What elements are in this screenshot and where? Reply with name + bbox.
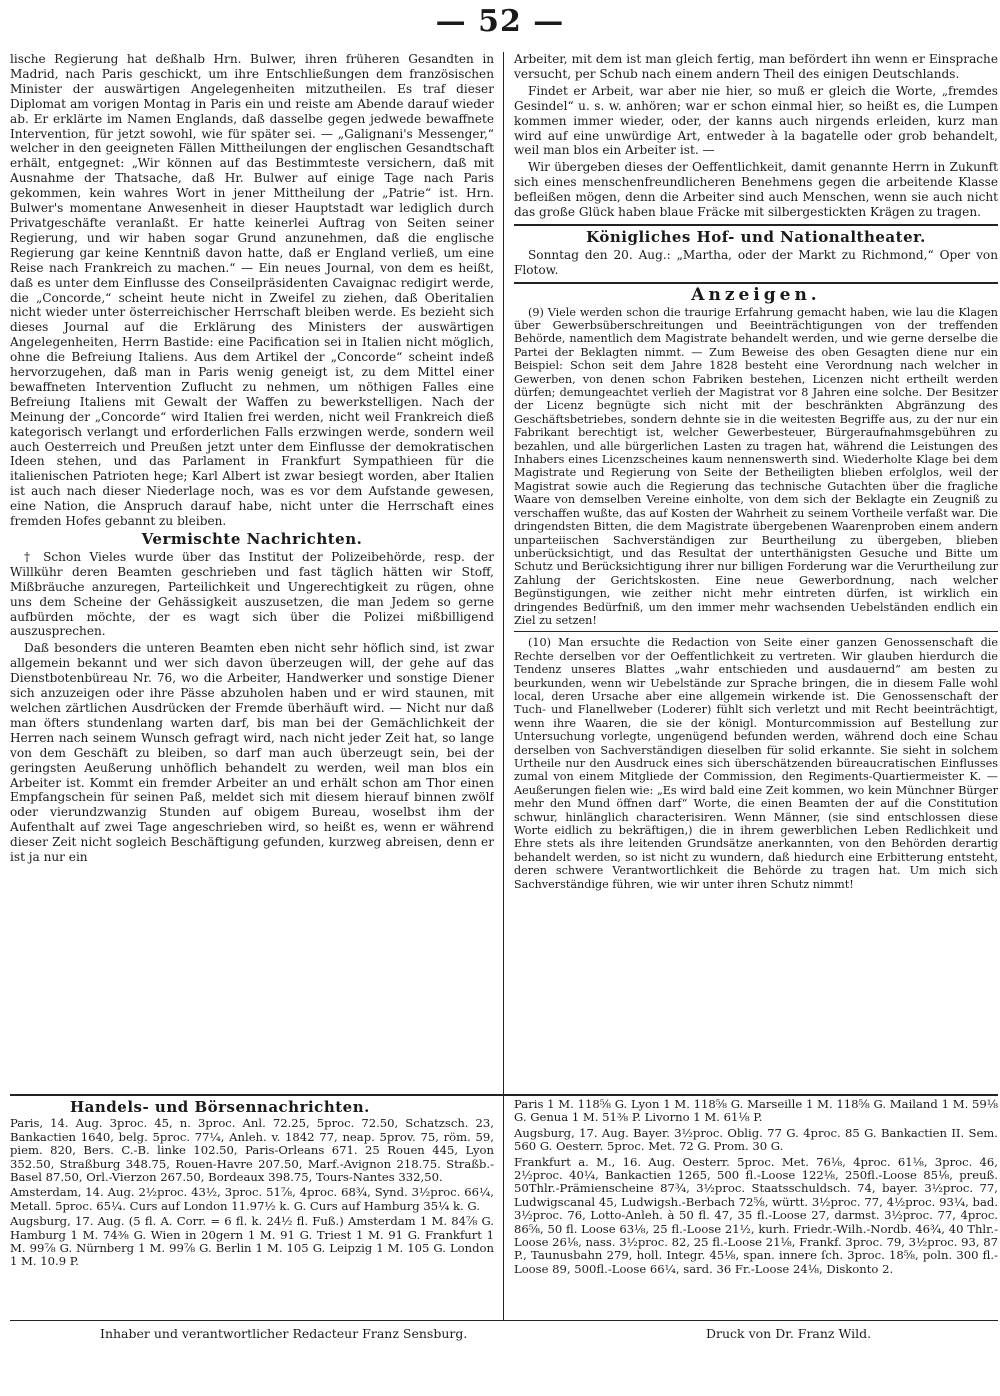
theater-listing: Sonntag den 20. Aug.: „Martha, oder der Markt zu Richmond,“ Oper von Flotow.: [514, 247, 998, 277]
column-divider: [503, 52, 504, 1321]
footer-rule: [10, 1320, 998, 1321]
market-entry: Augsburg, 17. Aug. Bayer. 3½proc. Oblig. 77 G. 4proc. 85 G. Bankactien II. Sem. 560 G. Oesterr. 5proc. Met. 72 G. Prom. 30 G.: [514, 1125, 998, 1154]
article-paragraph: Arbeiter, mit dem ist man gleich fertig, man befördert ihn wenn er Einsprache versucht, per Schub nach einem andern Theil des einigen Deutschlands.: [514, 52, 998, 81]
imprint: Inhaber und verantwortlicher Redacteur Franz Sensburg.: [100, 1326, 468, 1341]
market-entry: Frankfurt a. M., 16. Aug. Oesterr. 5proc. Met. 76⅛, 4proc. 61⅛, 3proc. 46, 2½proc. 40¼, Bankactien 1265, 500 fl.-Loose 122⅛, 250fl.-Loose 85⅛, preuß. 50Thlr.-Prämienscheine 87¾, 3½proc. Staatsschuldsch. 74, bayer. 3½proc. 77, Ludwigscanal 45, Ludwigsh.-Berbach 72⅝, württ. 3½proc. 77, 4½proc. 93¼, bad. 3½proc. 76, Lotto-Anleh. à 50 fl. 47, 35 fl.-Loose 27, darmst. 3½proc. 77, 4proc. 86⅝, 50 fl. Loose 63⅛, 25 fl.-Loose 21½, kurh. Friedr.-Wilh.-Nordb. 46¾, 40 Thlr.-Loose 26⅛, nass. 3½proc. 82, 25 fl.-Loose 21⅛, Frankf. 3proc. 79, 3½proc. 93, 87 P., Taunusbahn 279, holl. Integr. 45⅛, span. innere ſch. 3proc. 18⅝, poln. 300 fl.-Loose 89, 500fl.-Loose 66¼, sard. 36 Fr.-Loose 24⅛, Diskonto 2.: [514, 1154, 998, 1276]
market-entry: Paris 1 M. 118⅝ G. Lyon 1 M. 118⅝ G. Marseille 1 M. 118⅝ G. Mailand 1 M. 59⅛ G. Genua 1 M. 51⅜ P. Livorno 1 M. 61⅛ P.: [514, 1098, 998, 1125]
article-paragraph: Findet er Arbeit, war aber nie hier, so muß er gleich die Worte, „fremdes Gesindel“ u. s. w. anhören; war er schon einmal hier, so heißt es, die Lumpen kommen immer wieder, oder, der kanns auch nirgends erleiden, kurz man wird auf eine unwürdige Art, entweder à la bagatelle oder grob behandelt, weil man blos ein Arbeiter ist. —: [514, 83, 998, 158]
article-paragraph: lische Regierung hat deßhalb Hrn. Bulwer, ihren früheren Gesandten in Madrid, nach Paris geschickt, um ihre Entschließungen dem französischen Minister der auswärtigen Angelegenheiten mitzutheilen. Es traf dieser Diplomat am vorigen Montag in Paris ein und reiste am Abende darauf wieder ab. Er erklärte im Namen Englands, daß dasselbe gegen jedwede bewaffnete Intervention, für jetzt sowohl, wie für später sei. — „Galignani's Messenger,“ welcher in den geeigneten Fällen Mittheilungen der englischen Gesandtschaft erhält, entgegnet: „Wir können auf das Bestimmteste versichern, daß mit Ausnahme der Thatsache, daß Hr. Bulwer auf einige Tage nach Paris gekommen, kein wahres Wort in jener Mittheilung der „Patrie“ ist. Hrn. Bulwer's momentane Anwesenheit in dieser Hauptstadt war lediglich durch Privatgeschäfte veranlaßt. Er hatte keinerlei Auftrag von Seiten seiner Regierung, und wir haben sogar Grund anzunehmen, daß die englische Regierung gar keine Kenntniß davon hatte, daß er England verließ, um eine Reise nach Frankreich zu machen.“ — Ein neues Journal, von dem es heißt, daß es unter dem Einflusse des Conseilpräsidenten Cavaignac redigirt werde, die „Concorde,“ scheint heute nicht in Zweifel zu ziehen, daß Oberitalien nicht wieder unter österreichischer Herrschaft bleiben werde. Es bezieht sich dieses Journal auf die Erklärung des Ministers der auswärtigen Angelegenheiten, Herrn Bastide: eine Pacification sei in Italien nicht möglich, ohne die Befreiung Italiens. Aus dem Artikel der „Concorde“ scheint indeß hervorzugehen, daß man in Paris wenig geneigt ist, zu dem Mittel einer bewaffneten Intervention Zuflucht zu nehmen, um nöthigen Falles eine Befreiung Italiens mit Gewalt der Waffen zu bewerkstelligen. Nach der Meinung der „Concorde“ wird Italien frei werden, nicht weil Frankreich dieß kategorisch verlangt und erforderlichen Falls erzwingen werde, sondern weil auch Oesterreich und Preußen jetzt unter dem Einflusse der demokratischen Ideen stehen, und das Parlament in Frankfurt Sympathieen für die italienischen Patrioten hege; Karl Albert ist zwar besiegt worden, aber Italien ist auch nach dieser Niederlage noch, was es vor dem Aufstande gewesen, eine Nation, die Anspruch darauf habe, nicht unter die Herrschaft eines fremden Hofes gebannt zu bleiben.: [10, 52, 494, 529]
market-entry: Augsburg, 17. Aug. (5 fl. A. Corr. = 6 fl. k. 24½ fl. Fuß.) Amsterdam 1 M. 84⅞ G. Hamburg 1 M. 74⅜ G. Wien in 20gern 1 M. 91 G. Triest 1 M. 91 G. Frankfurt 1 M. 99⅞ G. Nürnberg 1 M. 99⅞ G. Berlin 1 M. 105 G. Leipzig 1 M. 105 G. London 1 M. 10.9 P.: [10, 1214, 494, 1269]
article-paragraph: † Schon Vieles wurde über das Institut der Polizeibehörde, resp. der Willkühr deren Beamten geschrieben und fast täglich hätten wir Stoff, Mißbräuche anzuregen, Parteilichkeit und Ungerechtigkeit zu rügen, ohne uns dem Scheine der Gehässigkeit auszusetzen, die man Jedem so gerne aufbürden möchte, der es wagt sich über die Polizei mißbilligend auszusprechen.: [10, 549, 494, 639]
market-title: Handels- und Börsennachrichten.: [70, 1098, 370, 1116]
article-paragraph: Daß besonders die unteren Beamten eben nicht sehr höflich sind, ist zwar allgemein bekannt und wer sich davon überzeugen will, der gehe auf das Dienstbotenbüreau Nr. 76, wo die Arbeiter, Handwerker und sonstige Diener sich anzuzeigen oder ihre Pässe abzuholen haben und er wird staunen, mit welchen zärtlichen Ausdrücken der Fremde überhäuft wird. — Nicht nur daß man öfters stundenlang warten darf, bis man bei der Gemächlichkeit der Herren nach seinem Wunsch gefragt wird, nach nicht jeder Zeit hat, so lange von dem Geschäft zu bleiben, so darf man auch überzeugt sein, bei der geringsten Aeußerung unhöflich behandelt zu werden, weil man blos ein Arbeiter ist. Kommt ein fremder Arbeiter an und erhält schon am Thor einen Empfangschein für seinen Paß, meldet sich mit diesem hierauf binnen zwölf oder vierundzwanzig Stunden auf obigem Bureau, woselbst ihm der Aufenthalt auf zwei Tage angeschrieben wird, so heißt es, wenn er während dieser Zeit nicht sogleich Beschäftigung gefunden, kurzweg abreisen, denn er ist ja nur ein: [10, 641, 494, 865]
theater-title: Königliches Hof- und Nationaltheater.: [586, 227, 926, 246]
article-paragraph: Wir übergeben dieses der Oeffentlichkeit, damit genannte Herrn in Zukunft sich eines menschenfreundlicheren Benehmens gegen die arbeitende Klasse befleißen mögen, denn die Arbeiter sind auch Menschen, wenn sie auch nicht das große Glück haben blaue Fräcke mit silbergestickten Krägen zu tragen.: [514, 160, 998, 220]
market-rule: [10, 1094, 998, 1096]
market-entry: Amsterdam, 14. Aug. 2½proc. 43½, 3proc. 51⅞, 4proc. 68¾, Synd. 3½proc. 66¼, Metall. 5proc. 65¼. Curs auf London 11.97½ k. G. Curs auf Hamburg 35¼ k. G.: [10, 1185, 494, 1213]
printer-credit: Druck von Dr. Franz Wild.: [706, 1326, 872, 1341]
page-number: — 52 —: [435, 4, 565, 39]
advertisement: (10) Man ersuchte die Redaction von Seite einer ganzen Genossenschaft die Rechte derselben vor der Oeffentlichkeit zu vertreten. Wir glauben hierdurch die Tendenz unseres Blattes „wahr entschieden und ausdauernd“ am besten zu beurkunden, wenn wir Uebelstände zur Sprache bringen, die in diesem Falle wohl local, deren Ursache aber eine allgemein wirkende ist. Die Genossenschaft der Tuch- und Flanellweber (Loderer) fühlt sich verletzt und mit Recht beeinträchtigt, wenn ihre Waaren, die sie der königl. Monturcommission auf Bestellung zur Untersuchung vorlegte, ungenügend befunden werden, während doch eine Schau derselben von Sachverständigen dieselben für solid erkannte. Sie sieht in solchem Urtheile nur den Ausdruck eines sich überschätzenden büreaucratischen Einflusses zumal von einem Mitgliede der Commission, den Regiments-Quartiermeister K. — Aeußerungen fielen wie: „Es wird bald eine Zeit kommen, wo kein Münchner Bürger mehr den Mund öffnen darf“ Worte, die einen Beamten der auf die Constitution schwur, hinlänglich characterisiren. Wenn Männer, (sie sind entschlossen diese Worte eidlich zu bekräftigen,) die in ihrem gewerblichen Leben Redlichkeit und Ehre stets als ihre leitenden Grundsätze anerkannten, von den Behörden derartig behandelt werden, so ist nicht zu wundern, daß hiedurch eine Erbitterung entsteht, deren schwere Verantwortlichkeit die Behörde zu tragen hat. Um mich sich Sachverständige führen, wie wir unter ihren Schutz nimmt!: [514, 636, 998, 891]
section-rule: [514, 282, 998, 284]
advertisement: (9) Viele werden schon die traurige Erfahrung gemacht haben, wie lau die Klagen über Gewerbsüberschreitungen und Beeinträchtigungen von der treffenden Behörde, namentlich dem Magistrate behandelt werden, und wie gerne derselbe die Partei der Beklagten nimmt. — Zum Beweise des oben Gesagten diene nur ein Beispiel: Schon seit dem Jahre 1828 besteht eine Verordnung nach welcher in Gewerben, von denen schon Fabriken bestehen, Licenzen nicht ertheilt werden dürfen; demungeachtet verlieh der Magistrat vor 8 Jahren eine solche. Der Besitzer der Licenz begnügte sich nicht mit der beschränkten Abgränzung des Geschäftsbetriebes, sondern dehnte sie in die weitesten Begriffe aus, zu der nur ein Fabrikant berechtigt ist, welcher Gewerbesteuer, Bürgeraufnahmsgebühren zu bezahlen, und alle bürgerlichen Lasten zu tragen hat, während die Leistungen des Inhabers eines Licenzscheines kaum nennenswerth sind. Wiederholte Klage bei dem Magistrate und Regierung von Seite der Betheiligten blieben erfolglos, weil der Magistrat sowie auch die Regierung das technische Gutachten über die fragliche Waare von demselben Vereine einholte, von dem sich der Beklagte ein Zeugniß zu verschaffen wußte, das auf Kosten der Wahrheit zu seinem Vortheile verfaßt war. Die dringendsten Bitten, die dem Magistrate übergebenen Waarenproben einem andern unparteiischen Sachverständigen zur Beurtheilung zu übergeben, blieben unberücksichtigt, und das Resultat der unterthänigsten Gesuche und Bitte um Schutz und Berücksichtigung ihrer nur billigen Forderung war die Verurtheilung zur Zahlung der Gerichtskosten. Eine neue Gewerbordnung, nach welcher Begünstigungen, wie zeither nicht mehr eintreten dürfen, ist wirklich ein dringendes Bedürfniß, um den immer mehr wachsenden Uebelständen endlich ein Ziel zu setzen!: [514, 305, 998, 627]
ads-title: Anzeigen.: [691, 284, 821, 305]
section-rule: [514, 224, 998, 226]
market-right: [514, 1098, 998, 1320]
ad-divider: [514, 631, 998, 632]
market-entry: Paris, 14. Aug. 3proc. 45, n. 3proc. Anl. 72.25, 5proc. 72.50, Schatzsch. 23, Bankactien 1640, belg. 5proc. 77¼, Anleh. v. 1842 77, neap. 5prov. 75, röm. 59, piem. 820, Bers. C.-B. linke 102.50, Paris-Orleans 671. 25 Rouen 445, Lyon 352.50, Straßburg 348.75, Rouen-Havre 207.50, Marf.-Avignon 218.75. Straßb.-Basel 87.50, Orl.-Vierzon 267.50, Bordeaux 398.75, Tours-Nantes 332,50.: [10, 1116, 494, 1185]
market-left: [10, 1098, 494, 1320]
section-title-vermischte: Vermischte Nachrichten.: [141, 530, 363, 548]
